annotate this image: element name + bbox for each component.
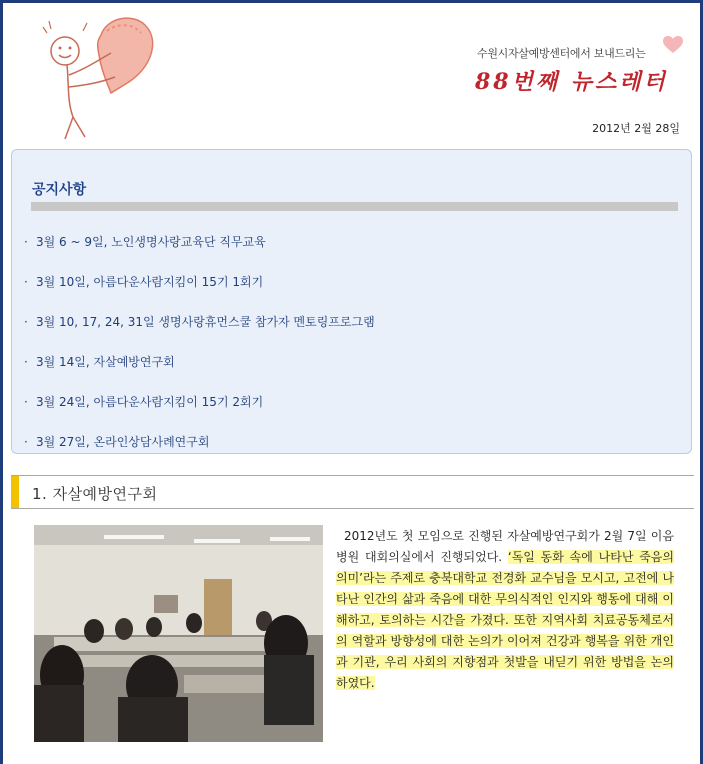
notice-item	[12, 233, 375, 273]
newsletter-page	[3, 3, 700, 764]
newsletter-title: 88번째 뉴스레터	[475, 69, 668, 95]
newsletter-subtitle: 수원시자살예방센터에서 보내드리는	[477, 47, 646, 60]
notice-item-text: 3월 27일, 온라인상담사례연구회	[36, 435, 210, 449]
body-text-highlight: ‘독일 동화 속에 나타난 죽음의 의미’라는 주제로 충북대학교 전경화 교수님을 모시고, 고전에 나타난 인간의 삶과 죽음에 대한 무의식적인 인지와 행동에 대해 이해하고, 토의하는 시간을 가졌다. 또한 지역사회 치료공동체로서의 역할과 방향성에 대한 논의가 이어져 건강과 행복을 위한 개인과 기관, 우리 사회의 지향점과 첫발을 내딛기 위한 방법을 논의하였다.	[336, 550, 674, 690]
notice-item-text: 3월 6 ~ 9일, 노인생명사랑교육단 직무교육	[36, 235, 266, 249]
bullet-icon: ·	[24, 315, 28, 329]
notice-item	[12, 313, 375, 353]
section-accent-bar	[11, 476, 19, 508]
section-body-text	[336, 526, 674, 694]
bullet-icon: ·	[24, 235, 28, 249]
bullet-icon: ·	[24, 435, 28, 449]
notice-item	[12, 273, 375, 313]
notice-title: 공지사항	[32, 182, 87, 198]
body-text-plain: 2012년도 첫 모임으로 진행된 자살예방연구회가 2월 7일 이음병원 대회의실에서 진행되었다.	[336, 529, 674, 564]
notice-box	[11, 149, 692, 454]
issue-date: 2012년 2월 28일	[592, 122, 680, 135]
notice-item-text: 3월 24일, 아름다운사람지킴이 15기 2회기	[36, 395, 264, 409]
meeting-photo	[34, 525, 323, 742]
notice-item	[12, 353, 375, 393]
notice-list	[12, 233, 375, 473]
heart-hug-illustration	[37, 13, 177, 145]
notice-item	[12, 433, 375, 473]
notice-item	[12, 393, 375, 433]
bullet-icon: ·	[24, 395, 28, 409]
section-heading	[11, 475, 694, 509]
section-title: 1. 자살예방연구회	[32, 485, 158, 503]
bullet-icon: ·	[24, 275, 28, 289]
notice-item-text: 3월 10일, 아름다운사람지킴이 15기 1회기	[36, 275, 264, 289]
heart-icon	[663, 36, 683, 54]
notice-item-text: 3월 14일, 자살예방연구회	[36, 355, 175, 369]
notice-item-text: 3월 10, 17, 24, 31일 생명사랑휴먼스쿨 참가자 멘토링프로그램	[36, 315, 375, 329]
bullet-icon: ·	[24, 355, 28, 369]
notice-divider-bar	[31, 202, 678, 211]
